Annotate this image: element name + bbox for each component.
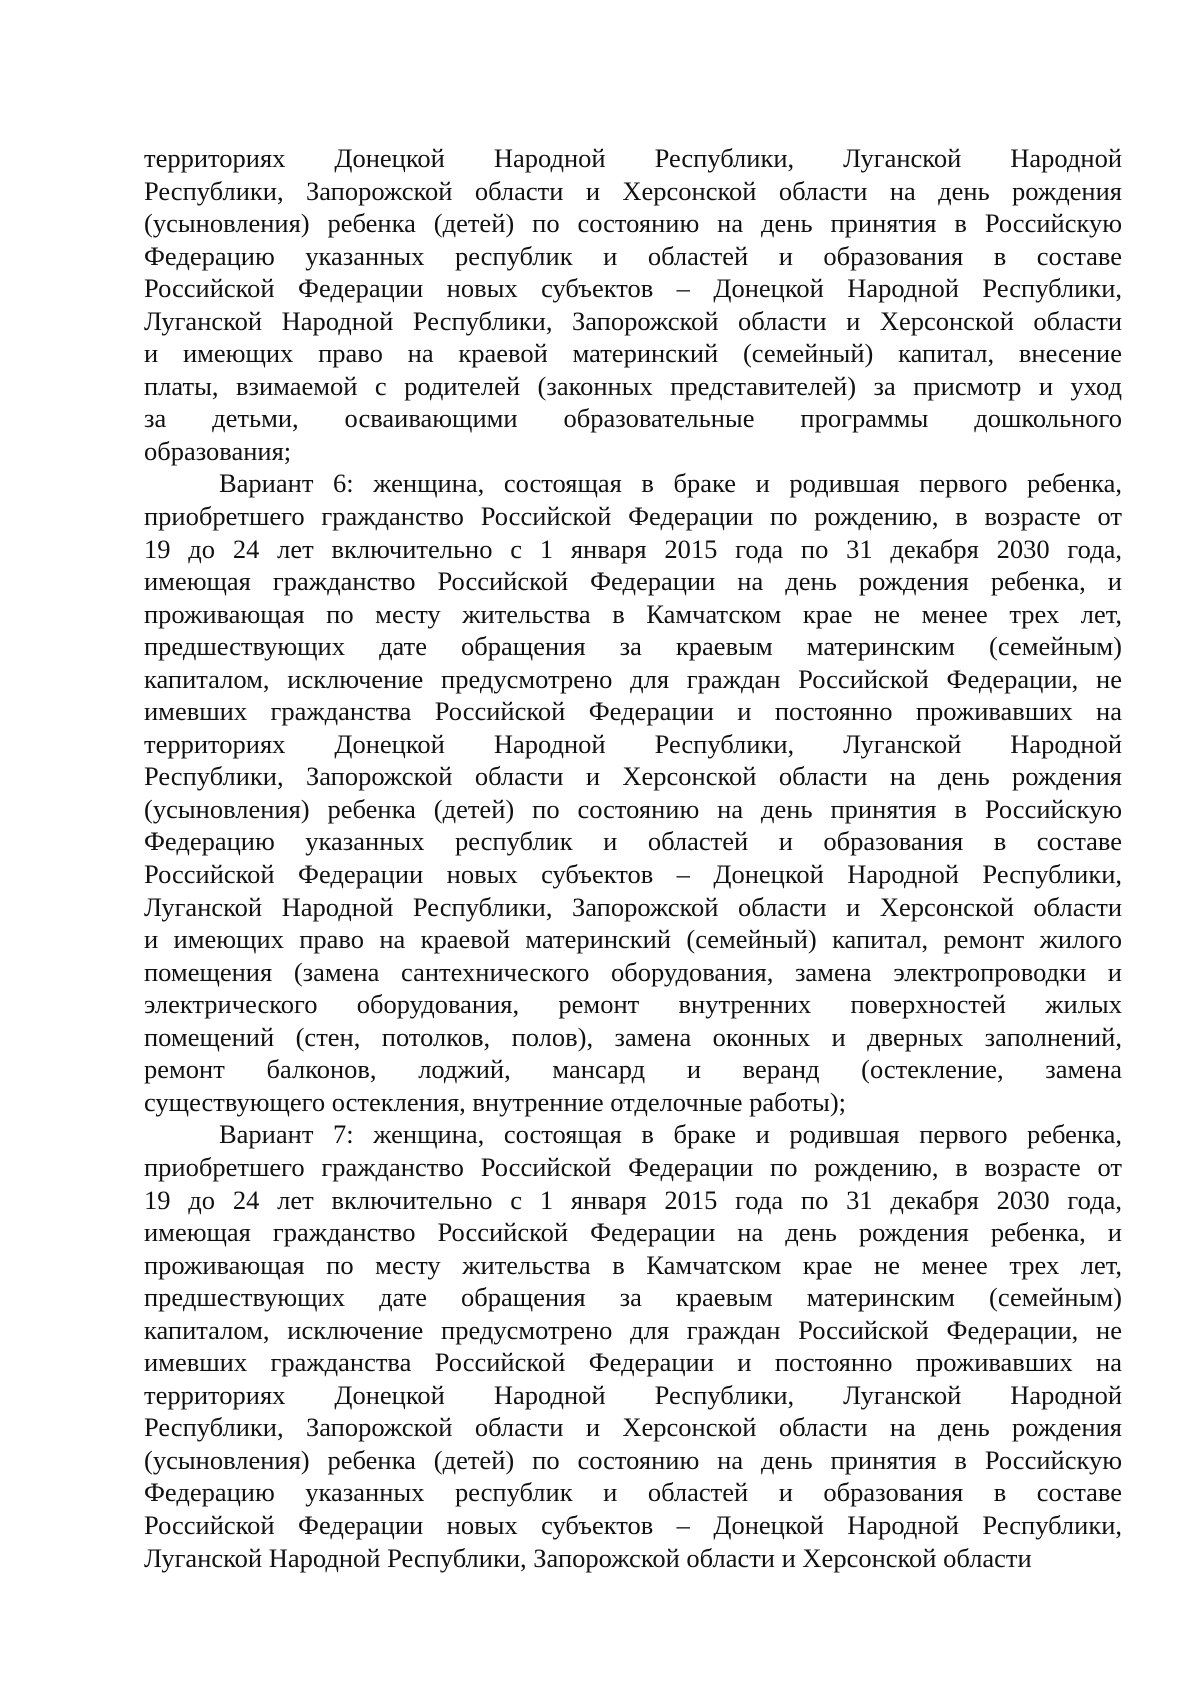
text-line: Федерацию указанных республик и областей и образования в составе — [144, 1477, 1122, 1508]
text-line: проживающая по месту жительства в Камчатском крае не менее трех лет, — [144, 1249, 1122, 1280]
text-line: 19 до 24 лет включительно с 1 января 2015 года по 31 декабря 2030 года, — [144, 533, 1122, 564]
text-line: территориях Донецкой Народной Республики, Луганской Народной — [144, 143, 1122, 173]
text-line: имеющая гражданство Российской Федерации на день рождения ребенка, и — [144, 566, 1122, 597]
text-line: (усыновления) ребенка (детей) по состоянию на день принятия в Российскую — [144, 208, 1122, 239]
paragraph-continuation — [144, 142, 1122, 467]
text-line: Республики, Запорожской области и Херсонской области на день рождения — [144, 1412, 1122, 1443]
paragraph-variant-6 — [144, 467, 1122, 1118]
text-line: предшествующих дате обращения за краевым материнским (семейным) — [144, 631, 1122, 662]
text-line: Республики, Запорожской области и Херсонской области на день рождения — [144, 175, 1122, 206]
text-line: (усыновления) ребенка (детей) по состоянию на день принятия в Российскую — [144, 793, 1122, 824]
text-line: Российской Федерации новых субъектов – Донецкой Народной Республики, — [144, 1509, 1122, 1540]
text-line: Вариант 7: женщина, состоящая в браке и родившая первого ребенка, — [219, 1119, 1122, 1150]
text-line: Российской Федерации новых субъектов – Донецкой Народной Республики, — [144, 273, 1122, 304]
text-line: имевших гражданства Российской Федерации и постоянно проживавших на — [144, 696, 1122, 727]
text-line: 19 до 24 лет включительно с 1 января 2015 года по 31 декабря 2030 года, — [144, 1184, 1122, 1215]
text-line: платы, взимаемой с родителей (законных представителей) за присмотр и уход — [144, 370, 1122, 401]
text-line: за детьми, осваивающими образовательные программы дошкольного — [144, 403, 1122, 434]
text-line: (усыновления) ребенка (детей) по состоянию на день принятия в Российскую — [144, 1444, 1122, 1475]
text-line: Республики, Запорожской области и Херсонской области на день рождения — [144, 761, 1122, 792]
text-line: территориях Донецкой Народной Республики, Луганской Народной — [144, 728, 1122, 759]
text-line: капиталом, исключение предусмотрено для граждан Российской Федерации, не — [144, 1314, 1122, 1345]
text-line: ремонт балконов, лоджий, мансард и веранд (остекление, замена — [144, 1054, 1122, 1085]
text-line: имевших гражданства Российской Федерации и постоянно проживавших на — [144, 1347, 1122, 1378]
text-line: имеющая гражданство Российской Федерации на день рождения ребенка, и — [144, 1217, 1122, 1248]
text-line: Российской Федерации новых субъектов – Донецкой Народной Республики, — [144, 859, 1122, 890]
text-line: предшествующих дате обращения за краевым материнским (семейным) — [144, 1282, 1122, 1313]
text-line: Луганской Народной Республики, Запорожской области и Херсонской области — [144, 1542, 1032, 1573]
text-line: Луганской Народной Республики, Запорожской области и Херсонской области — [144, 891, 1122, 922]
text-line: приобретшего гражданство Российской Федерации по рождению, в возрасте от — [144, 1151, 1122, 1182]
text-line: образования; — [144, 435, 292, 466]
text-line: приобретшего гражданство Российской Федерации по рождению, в возрасте от — [144, 501, 1122, 532]
text-line: капиталом, исключение предусмотрено для граждан Российской Федерации, не — [144, 663, 1122, 694]
text-line: Федерацию указанных республик и областей и образования в составе — [144, 826, 1122, 857]
text-line: Вариант 6: женщина, состоящая в браке и родившая первого ребенка, — [219, 468, 1122, 499]
document-body — [144, 142, 1122, 1574]
text-line: и имеющих право на краевой материнский (семейный) капитал, внесение — [144, 338, 1122, 369]
text-line: помещения (замена сантехнического оборудования, замена электропроводки и — [144, 956, 1122, 987]
paragraph-variant-7 — [144, 1118, 1122, 1574]
text-line: территориях Донецкой Народной Республики, Луганской Народной — [144, 1379, 1122, 1410]
text-line: Федерацию указанных республик и областей и образования в составе — [144, 240, 1122, 271]
text-line: проживающая по месту жительства в Камчатском крае не менее трех лет, — [144, 598, 1122, 629]
text-line: Луганской Народной Республики, Запорожской области и Херсонской области — [144, 305, 1122, 336]
text-line: существующего остекления, внутренние отделочные работы); — [144, 1086, 847, 1117]
text-line: и имеющих право на краевой материнский (семейный) капитал, ремонт жилого — [144, 924, 1122, 955]
text-line: помещений (стен, потолков, полов), замена оконных и дверных заполнений, — [144, 1021, 1122, 1052]
text-line: электрического оборудования, ремонт внутренних поверхностей жилых — [144, 989, 1122, 1020]
